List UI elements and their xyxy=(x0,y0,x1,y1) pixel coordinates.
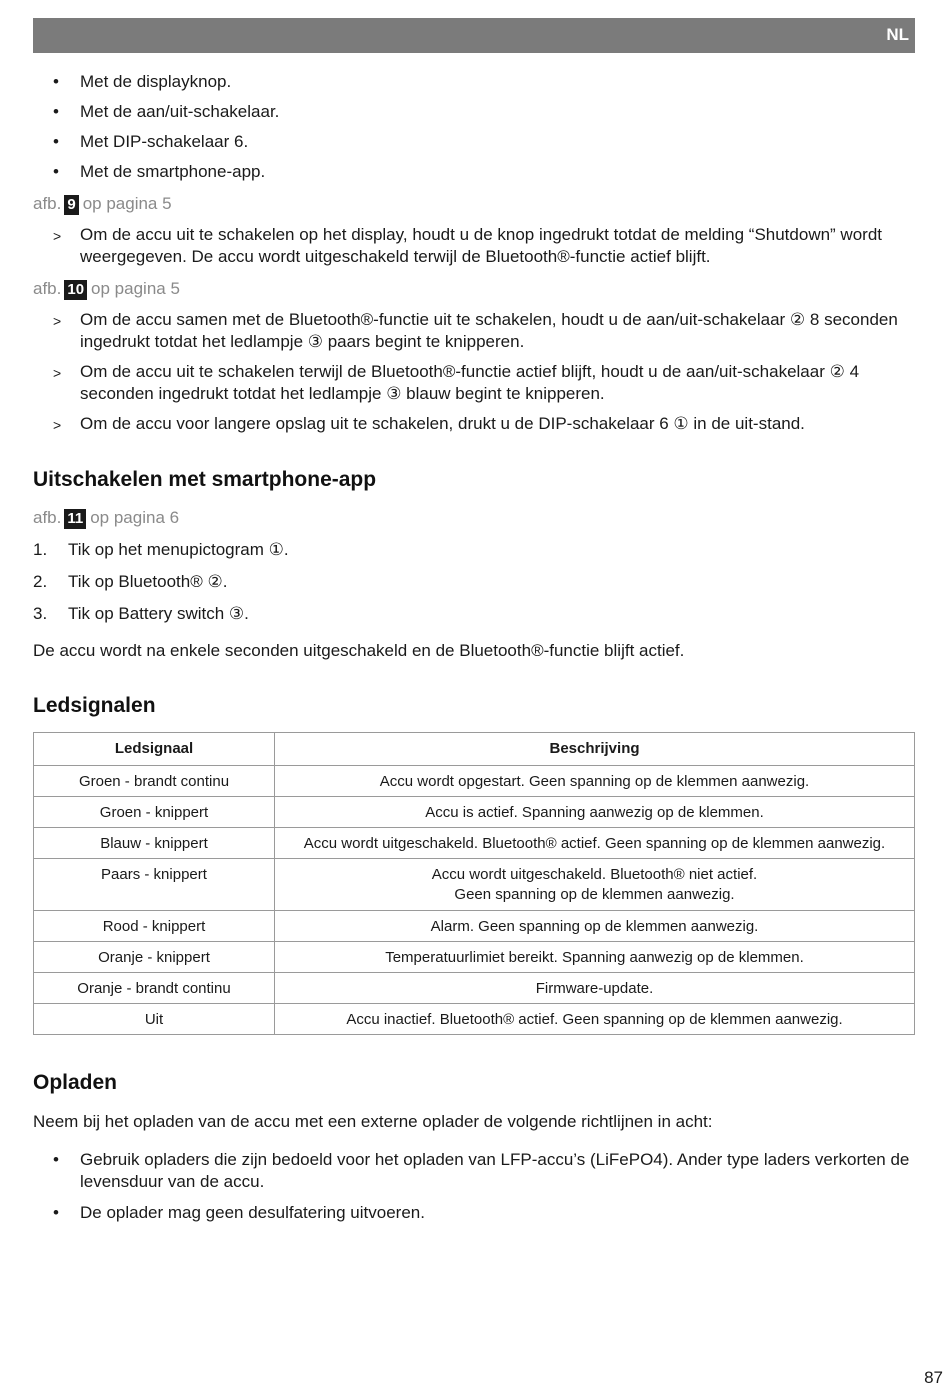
column-header: Beschrijving xyxy=(275,733,915,766)
charge-intro: Neem bij het opladen van de accu met een externe oplader de volgende richtlijnen in acht: xyxy=(33,1112,713,1131)
bullet-icon: • xyxy=(53,132,59,151)
figure-number: 11 xyxy=(64,509,86,529)
table-row xyxy=(34,797,915,828)
bullet-icon: • xyxy=(53,102,59,121)
table-cell: Uit xyxy=(34,1004,275,1035)
table-cell: Temperatuurlimiet bereikt. Spanning aanwezig op de klemmen. xyxy=(275,942,915,973)
table-cell: Accu inactief. Bluetooth® actief. Geen spanning op de klemmen aanwezig. xyxy=(275,1004,915,1035)
chevron-right-icon: > xyxy=(53,417,62,433)
chevron-right-icon: > xyxy=(53,313,62,329)
table-header-row xyxy=(34,733,915,766)
bullet-icon: • xyxy=(53,72,59,91)
table-cell: Accu wordt uitgeschakeld. Bluetooth® actief. Geen spanning op de klemmen aanwezig. xyxy=(275,828,915,859)
table-cell: Accu wordt opgestart. Geen spanning op de klemmen aanwezig. xyxy=(275,766,915,797)
page-number: 87 xyxy=(924,1368,943,1387)
table-cell: Firmware-update. xyxy=(275,973,915,1004)
table-cell: Blauw - knippert xyxy=(34,828,275,859)
table-cell: Oranje - brandt continu xyxy=(34,973,275,1004)
section-heading-charge: Opladen xyxy=(33,1071,118,1094)
table-row xyxy=(34,1004,915,1035)
column-header: Ledsignaal xyxy=(34,733,275,766)
led-signal-table xyxy=(33,732,915,1035)
chevron-right-icon: > xyxy=(53,365,62,381)
table-cell: Groen - brandt continu xyxy=(34,766,275,797)
table-row xyxy=(34,859,915,911)
table-row xyxy=(34,766,915,797)
chevron-right-icon: > xyxy=(53,228,62,244)
figure-reference: afb. 9 op pagina 5 xyxy=(33,194,172,213)
bullet-icon: • xyxy=(53,1203,59,1222)
table-cell: Groen - knippert xyxy=(34,797,275,828)
table-cell: Oranje - knippert xyxy=(34,942,275,973)
language-code: NL xyxy=(886,25,909,44)
figure-number: 10 xyxy=(64,280,87,300)
bullet-icon: • xyxy=(53,162,59,181)
bullet-icon: • xyxy=(53,1150,59,1169)
table-cell: Accu is actief. Spanning aanwezig op de klemmen. xyxy=(275,797,915,828)
app-note: De accu wordt na enkele seconden uitgeschakeld en de Bluetooth®-functie blijft actief. xyxy=(33,641,685,660)
table-row xyxy=(34,911,915,942)
figure-reference: afb. 11 op pagina 6 xyxy=(33,508,180,527)
table-row xyxy=(34,973,915,1004)
table-cell: Alarm. Geen spanning op de klemmen aanwezig. xyxy=(275,911,915,942)
table-cell: Accu wordt uitgeschakeld. Bluetooth® niet actief. Geen spanning op de klemmen aanwezig. xyxy=(275,859,915,911)
figure-reference: afb. 10 op pagina 5 xyxy=(33,279,180,298)
table-cell: Paars - knippert xyxy=(34,859,275,911)
language-header-bar xyxy=(33,18,915,53)
table-cell: Rood - knippert xyxy=(34,911,275,942)
table-row xyxy=(34,942,915,973)
figure-number: 9 xyxy=(64,195,78,215)
table-row xyxy=(34,828,915,859)
section-heading-led: Ledsignalen xyxy=(33,694,156,717)
section-heading-app: Uitschakelen met smartphone-app xyxy=(33,468,377,491)
